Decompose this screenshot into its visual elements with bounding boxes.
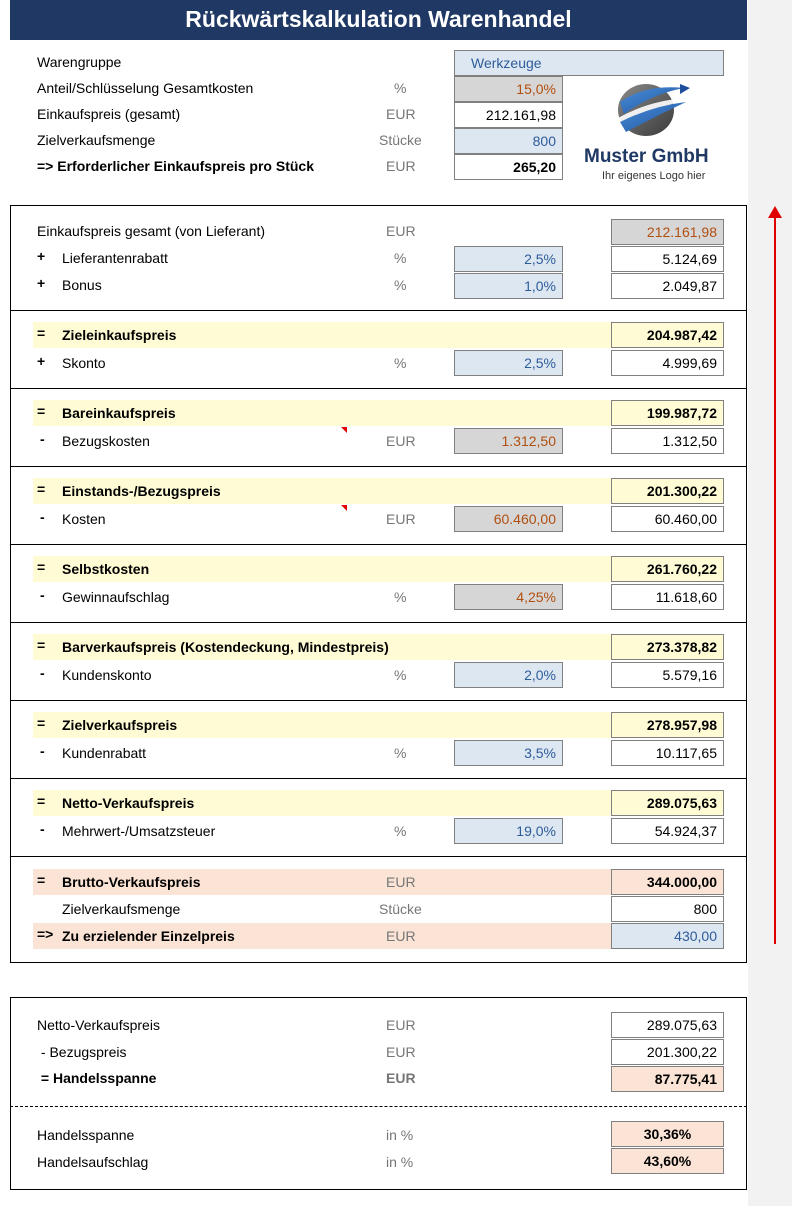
bonus-input[interactable]: 1,0%	[454, 273, 563, 299]
margin-handelsspanne-unit: EUR	[386, 1070, 416, 1086]
gewinnaufschlag-value: 11.618,60	[611, 584, 724, 610]
bareinkaufspreis-label: Bareinkaufspreis	[62, 405, 176, 421]
skonto-input[interactable]: 2,5%	[454, 350, 563, 376]
mwst-value: 54.924,37	[611, 818, 724, 844]
lieferantenrabatt-label: Lieferantenrabatt	[62, 250, 168, 266]
anteil-input[interactable]: 15,0%	[454, 76, 563, 102]
kundenrabatt-unit: %	[394, 745, 407, 761]
row-sign: -	[40, 821, 45, 837]
row-sign: -	[40, 587, 45, 603]
erforderlicher-ek-label: => Erforderlicher Einkaufspreis pro Stück	[37, 158, 314, 174]
row-sign: -	[40, 665, 45, 681]
zielverkaufsmenge-label: Zielverkaufsmenge	[37, 132, 156, 148]
bezugskosten-value: 1.312,50	[611, 428, 724, 454]
einkaufspreis-gesamt-value: 212.161,98	[454, 102, 563, 128]
mwst-unit: %	[394, 823, 407, 839]
section-divider	[10, 310, 747, 311]
section-divider	[10, 388, 747, 389]
netto-verkaufspreis-value: 289.075,63	[611, 790, 724, 816]
zielverkaufsmenge-unit: Stücke	[379, 132, 422, 148]
lieferantenrabatt-input[interactable]: 2,5%	[454, 246, 563, 272]
row-sign: +	[37, 353, 46, 369]
mwst-input[interactable]: 19,0%	[454, 818, 563, 844]
erforderlicher-ek-unit: EUR	[386, 158, 416, 174]
anteil-label: Anteil/Schlüsselung Gesamtkosten	[37, 80, 254, 96]
kundenrabatt-label: Kundenrabatt	[62, 745, 147, 761]
warengruppe-input[interactable]: Werkzeuge	[454, 50, 724, 76]
kundenskonto-input[interactable]: 2,0%	[454, 662, 563, 688]
kundenrabatt-value: 10.117,65	[611, 740, 724, 766]
kosten-value: 60.460,00	[611, 506, 724, 532]
brutto-verkaufspreis-unit: EUR	[386, 874, 416, 890]
lieferantenrabatt-value: 5.124,69	[611, 246, 724, 272]
gewinnaufschlag-input[interactable]: 4,25%	[454, 584, 563, 610]
kundenskonto-value: 5.579,16	[611, 662, 724, 688]
section-divider	[10, 466, 747, 467]
zielverkaufspreis-label: Zielverkaufspreis	[62, 717, 178, 733]
row-sign: +	[37, 275, 46, 291]
handelsspanne-pct-label: Handelsspanne	[37, 1127, 135, 1143]
bezugskosten-input[interactable]: 1.312,50	[454, 428, 563, 454]
row-sign: +	[37, 248, 46, 264]
comment-indicator-icon[interactable]	[341, 427, 347, 433]
lieferantenrabatt-unit: %	[394, 250, 407, 266]
anteil-unit: %	[394, 80, 407, 96]
kosten-input[interactable]: 60.460,00	[454, 506, 563, 532]
bareinkaufspreis-value: 199.987,72	[611, 400, 724, 426]
barverkaufspreis-value: 273.378,82	[611, 634, 724, 660]
erforderlicher-ek-value: 265,20	[454, 154, 563, 180]
zielverkaufsmenge-calc-label: Zielverkaufsmenge	[62, 901, 181, 917]
einstandspreis-value: 201.300,22	[611, 478, 724, 504]
einkaufspreis-gesamt-label: Einkaufspreis (gesamt)	[37, 106, 181, 122]
zielverkaufsmenge-calc-value: 800	[611, 896, 724, 922]
row-sign: =	[37, 325, 46, 341]
kosten-label: Kosten	[62, 511, 106, 527]
bonus-unit: %	[394, 277, 407, 293]
section-divider	[10, 700, 747, 701]
page-title: Rückwärtskalkulation Warenhandel	[10, 0, 747, 40]
mwst-label: Mehrwert-/Umsatzsteuer	[62, 823, 216, 839]
zielverkaufsmenge-calc-unit: Stücke	[379, 901, 422, 917]
row-sign: =	[37, 715, 46, 731]
skonto-label: Skonto	[62, 355, 106, 371]
start-value: 212.161,98	[611, 219, 724, 245]
row-sign: =	[37, 403, 46, 419]
margin-handelsspanne-label: = Handelsspanne	[37, 1070, 157, 1086]
section-divider	[10, 778, 747, 779]
margin-handelsspanne-value: 87.775,41	[611, 1066, 724, 1092]
section-divider	[10, 544, 747, 545]
handelsspanne-pct-value: 30,36%	[611, 1121, 724, 1147]
skonto-unit: %	[394, 355, 407, 371]
row-sign: =>	[37, 926, 54, 942]
skonto-value: 4.999,69	[611, 350, 724, 376]
section-divider	[10, 622, 747, 623]
row-sign: -	[40, 509, 45, 525]
gewinnaufschlag-unit: %	[394, 589, 407, 605]
einkaufspreis-gesamt-unit: EUR	[386, 106, 416, 122]
zielverkaufspreis-value: 278.957,98	[611, 712, 724, 738]
netto-verkaufspreis-label: Netto-Verkaufspreis	[62, 795, 195, 811]
margin-netto-unit: EUR	[386, 1017, 416, 1033]
start-label: Einkaufspreis gesamt (von Lieferant)	[37, 223, 265, 239]
dashed-divider	[10, 1106, 747, 1107]
einzelpreis-label: Zu erzielender Einzelpreis	[62, 928, 235, 944]
margin-netto-label: Netto-Verkaufspreis	[37, 1017, 160, 1033]
margin-bezugspreis-value: 201.300,22	[611, 1039, 724, 1065]
margin-bezugspreis-unit: EUR	[386, 1044, 416, 1060]
brutto-verkaufspreis-label: Brutto-Verkaufspreis	[62, 874, 201, 890]
margin-netto-value: 289.075,63	[611, 1012, 724, 1038]
kundenrabatt-input[interactable]: 3,5%	[454, 740, 563, 766]
barverkaufspreis-label: Barverkaufspreis (Kostendeckung, Mindestpreis)	[62, 639, 389, 655]
bonus-label: Bonus	[62, 277, 102, 293]
bezugskosten-label: Bezugskosten	[62, 433, 150, 449]
bezugskosten-unit: EUR	[386, 433, 416, 449]
zieleinkaufspreis-value: 204.987,42	[611, 322, 724, 348]
row-sign: =	[37, 481, 46, 497]
comment-indicator-icon[interactable]	[341, 505, 347, 511]
handelsspanne-pct-unit: in %	[386, 1127, 414, 1143]
warengruppe-label: Warengruppe	[37, 54, 122, 70]
row-sign: =	[37, 793, 46, 809]
zieleinkaufspreis-label: Zieleinkaufspreis	[62, 327, 177, 343]
row-sign: -	[40, 431, 45, 447]
kosten-unit: EUR	[386, 511, 416, 527]
kundenskonto-label: Kundenskonto	[62, 667, 152, 683]
logo-tagline: Ihr eigenes Logo hier	[602, 170, 706, 182]
einzelpreis-unit: EUR	[386, 928, 416, 944]
handelsaufschlag-pct-unit: in %	[386, 1154, 414, 1170]
row-sign: =	[37, 559, 46, 575]
bonus-value: 2.049,87	[611, 273, 724, 299]
upward-arrow-icon	[766, 204, 784, 946]
einstandspreis-label: Einstands-/Bezugspreis	[62, 483, 221, 499]
handelsaufschlag-pct-label: Handelsaufschlag	[37, 1154, 149, 1170]
globe-logo-icon	[580, 78, 730, 148]
selbstkosten-label: Selbstkosten	[62, 561, 150, 577]
start-unit: EUR	[386, 223, 416, 239]
margin-bezugspreis-label: - Bezugspreis	[37, 1044, 127, 1060]
row-sign: =	[37, 637, 46, 653]
gewinnaufschlag-label: Gewinnaufschlag	[62, 589, 170, 605]
zielverkaufsmenge-input[interactable]: 800	[454, 128, 563, 154]
einzelpreis-value: 430,00	[611, 923, 724, 949]
kundenskonto-unit: %	[394, 667, 407, 683]
handelsaufschlag-pct-value: 43,60%	[611, 1148, 724, 1174]
brutto-verkaufspreis-value: 344.000,00	[611, 869, 724, 895]
row-sign: -	[40, 743, 45, 759]
row-sign: =	[37, 872, 46, 888]
section-divider	[10, 856, 747, 857]
logo-company-name: Muster GmbH	[584, 146, 709, 167]
selbstkosten-value: 261.760,22	[611, 556, 724, 582]
company-logo	[580, 78, 730, 188]
